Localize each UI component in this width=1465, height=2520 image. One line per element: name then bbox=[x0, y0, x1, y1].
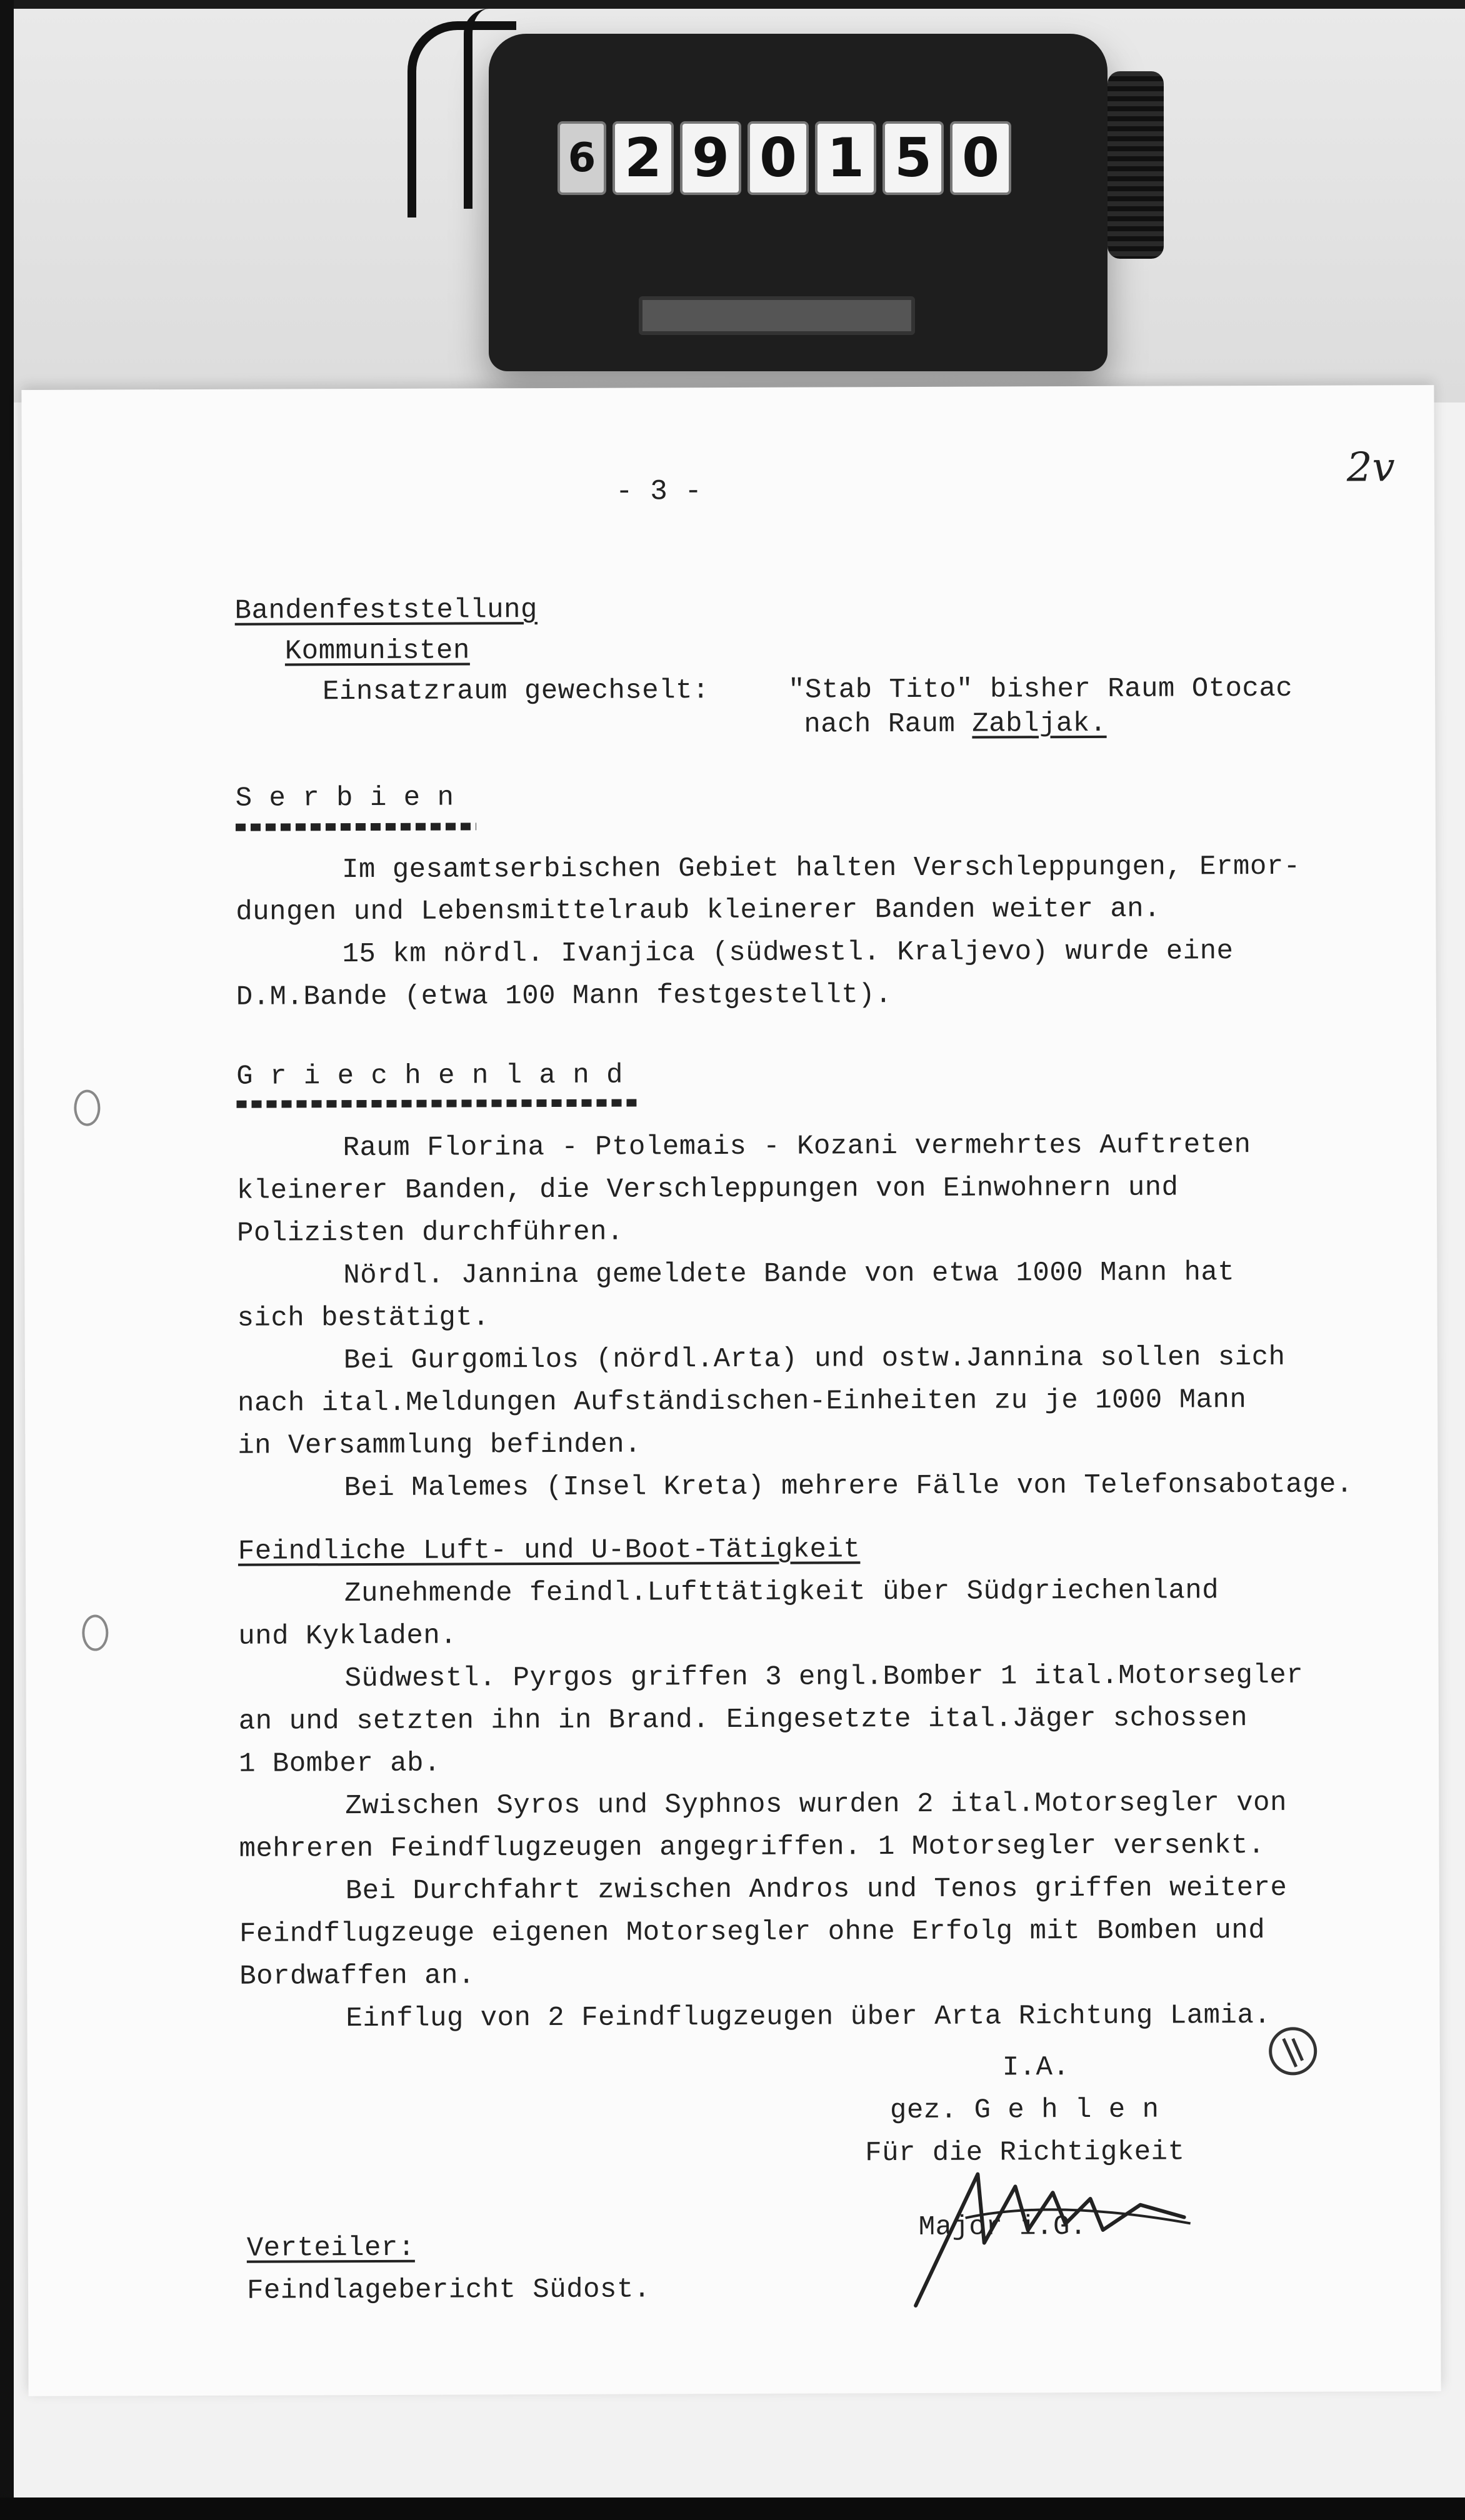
einsatzraum-value-line2 bbox=[804, 708, 1106, 741]
section-heading-serbien: S e r b i e n bbox=[235, 782, 454, 814]
film-frame-bottom bbox=[0, 2498, 1465, 2520]
counter-digit: 9 bbox=[680, 121, 741, 195]
film-frame-top bbox=[0, 0, 1465, 9]
counter-photo bbox=[14, 9, 1465, 402]
handwritten-signature-icon bbox=[890, 2148, 1216, 2312]
page-number: - 3 - bbox=[615, 475, 702, 508]
luft-line: 1 Bomber ab. bbox=[238, 1748, 441, 1780]
luft-line: Bei Durchfahrt zwischen Andros und Tenos griffen weitere bbox=[345, 1872, 1288, 1908]
signature-rank: Major i.G. bbox=[918, 2211, 1087, 2243]
griechenland-line: Polizisten durchführen. bbox=[237, 1216, 624, 1249]
serbien-line: Im gesamtserbischen Gebiet halten Verschleppungen, Ermor- bbox=[342, 851, 1301, 886]
section-heading-bandenfeststellung: Bandenfeststellung bbox=[234, 594, 538, 627]
griechenland-line: sich bestätigt. bbox=[237, 1302, 490, 1334]
serbien-line: D.M.Bande (etwa 100 Mann festgestellt). bbox=[236, 979, 892, 1013]
griechenland-line: Raum Florina - Ptolemais - Kozani vermehrtes Auftreten bbox=[342, 1129, 1251, 1164]
punch-hole-icon bbox=[74, 1090, 100, 1126]
luft-line: Bordwaffen an. bbox=[239, 1960, 476, 1992]
counter-slot bbox=[639, 296, 915, 335]
signature-ia: I.A. bbox=[1002, 2052, 1070, 2084]
griechenland-line: in Versammlung befinden. bbox=[238, 1429, 642, 1462]
distribution-value: Feindlagebericht Südost. bbox=[246, 2274, 651, 2307]
luft-line: Zwischen Syros und Syphnos wurden 2 ital.Motorsegler von bbox=[345, 1787, 1288, 1822]
counter-digits bbox=[558, 121, 1011, 195]
counter-digit: 6 bbox=[558, 121, 606, 195]
luft-line: Südwestl. Pyrgos griffen 3 engl.Bomber 1 ital.Motorsegler bbox=[344, 1659, 1304, 1695]
counter-digit: 1 bbox=[815, 121, 876, 195]
einsatzraum-prefix: nach Raum bbox=[804, 708, 972, 741]
einsatzraum-label: Einsatzraum gewechselt: bbox=[322, 675, 709, 708]
griechenland-line: kleinerer Banden, die Verschleppungen von Einwohnern und bbox=[236, 1172, 1179, 1207]
counter-digit: 5 bbox=[882, 121, 944, 195]
griechenland-line: Bei Gurgomilos (nördl.Arta) und ostw.Jannina sollen sich bbox=[343, 1341, 1286, 1377]
mechanical-counter-device bbox=[489, 34, 1108, 371]
serbien-line: dungen und Lebensmittelraub kleinerer Banden weiter an. bbox=[236, 893, 1161, 928]
heading-underline bbox=[236, 822, 476, 831]
griechenland-line: Nördl. Jannina gemeldete Bande von etwa 1000 Mann hat bbox=[343, 1257, 1235, 1292]
griechenland-line: nach ital.Meldungen Aufständischen-Einheiten zu je 1000 Mann bbox=[237, 1384, 1247, 1419]
counter-knob-icon bbox=[1108, 71, 1164, 259]
counter-digit: 2 bbox=[612, 121, 674, 195]
handwritten-initial-mark-icon bbox=[1265, 2023, 1321, 2079]
luft-line: Einflug von 2 Feindflugzeugen über Arta Richtung Lamia. bbox=[346, 1999, 1271, 2035]
luft-line: und Kykladen. bbox=[238, 1620, 458, 1652]
luft-line: Zunehmende feindl.Lufttätigkeit über Südgriechenland bbox=[344, 1575, 1219, 1610]
cable-icon bbox=[464, 9, 516, 209]
serbien-line: 15 km nördl. Ivanjica (südwestl. Kraljevo) wurde eine bbox=[342, 936, 1234, 971]
section-heading-luft: Feindliche Luft- und U-Boot-Tätigkeit bbox=[238, 1534, 861, 1568]
film-frame-left bbox=[0, 0, 14, 2520]
distribution-label: Verteiler: bbox=[246, 2232, 415, 2264]
subheading-kommunisten: Kommunisten bbox=[284, 635, 470, 668]
einsatzraum-value-line1: "Stab Tito" bisher Raum Otocac bbox=[788, 672, 1293, 706]
place-zabljak: Zabljak. bbox=[972, 708, 1107, 740]
punch-hole-icon bbox=[82, 1614, 108, 1651]
handwritten-corner-mark: 2v bbox=[1346, 444, 1395, 491]
counter-digit: 0 bbox=[950, 121, 1011, 195]
heading-underline bbox=[236, 1099, 636, 1108]
signature-gez: gez. G e h l e n bbox=[889, 2094, 1159, 2127]
counter-digit: 0 bbox=[748, 121, 809, 195]
signature-richtigkeit: Für die Richtigkeit bbox=[865, 2136, 1185, 2169]
luft-line: Feindflugzeuge eigenen Motorsegler ohne Erfolg mit Bomben und bbox=[239, 1915, 1266, 1950]
section-heading-griechenland: G r i e c h e n l a n d bbox=[236, 1059, 624, 1092]
document-sheet bbox=[21, 385, 1441, 2396]
luft-line: mehreren Feindflugzeugen angegriffen. 1 Motorsegler versenkt. bbox=[239, 1830, 1265, 1865]
griechenland-line: Bei Malemes (Insel Kreta) mehrere Fälle von Telefonsabotage. bbox=[344, 1469, 1353, 1504]
luft-line: an und setzten ihn in Brand. Eingesetzte ital.Jäger schossen bbox=[238, 1702, 1248, 1738]
